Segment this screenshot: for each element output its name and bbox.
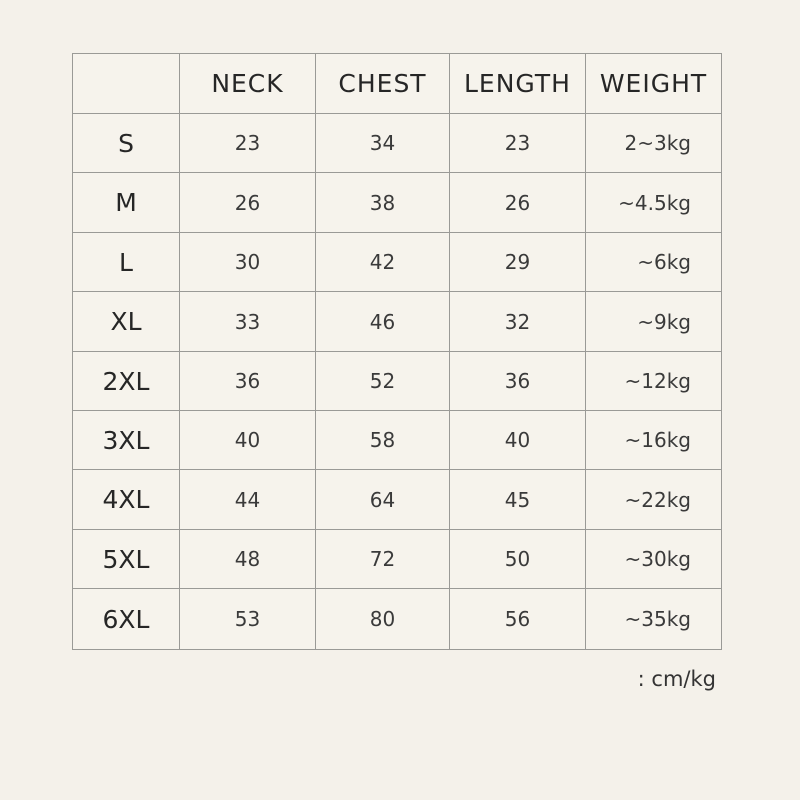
length-value: 26 <box>450 173 586 233</box>
length-value: 56 <box>450 589 586 650</box>
chest-value: 38 <box>316 173 450 233</box>
length-value: 50 <box>450 530 586 589</box>
table-row <box>73 530 722 589</box>
neck-value: 48 <box>180 530 316 589</box>
chest-value: 58 <box>316 411 450 470</box>
size-label: XL <box>73 292 180 352</box>
size-label: 4XL <box>73 470 180 530</box>
size-label: S <box>73 114 180 173</box>
chest-value: 64 <box>316 470 450 530</box>
unit-note: : cm/kg <box>637 667 716 691</box>
header-row <box>73 54 722 114</box>
table-row <box>73 470 722 530</box>
weight-value: 2~3kg <box>586 114 722 173</box>
length-value: 32 <box>450 292 586 352</box>
length-value: 40 <box>450 411 586 470</box>
header-empty-cell <box>73 54 180 114</box>
table-row <box>73 173 722 233</box>
size-chart-table <box>72 53 722 650</box>
table-row <box>73 292 722 352</box>
neck-value: 36 <box>180 352 316 411</box>
neck-value: 44 <box>180 470 316 530</box>
size-label: 5XL <box>73 530 180 589</box>
header-chest: CHEST <box>316 54 450 114</box>
length-value: 23 <box>450 114 586 173</box>
chest-value: 72 <box>316 530 450 589</box>
table-row <box>73 352 722 411</box>
header-length: LENGTH <box>450 54 586 114</box>
neck-value: 23 <box>180 114 316 173</box>
chest-value: 34 <box>316 114 450 173</box>
length-value: 45 <box>450 470 586 530</box>
neck-value: 33 <box>180 292 316 352</box>
length-value: 36 <box>450 352 586 411</box>
table-row <box>73 411 722 470</box>
chest-value: 46 <box>316 292 450 352</box>
neck-value: 40 <box>180 411 316 470</box>
size-label: M <box>73 173 180 233</box>
neck-value: 26 <box>180 173 316 233</box>
size-label: L <box>73 233 180 292</box>
size-label: 6XL <box>73 589 180 650</box>
weight-value: ~9kg <box>586 292 722 352</box>
weight-value: ~30kg <box>586 530 722 589</box>
size-label: 2XL <box>73 352 180 411</box>
chest-value: 42 <box>316 233 450 292</box>
weight-value: ~35kg <box>586 589 722 650</box>
weight-value: ~12kg <box>586 352 722 411</box>
table-row <box>73 233 722 292</box>
table-row <box>73 589 722 650</box>
weight-value: ~4.5kg <box>586 173 722 233</box>
header-weight: WEIGHT <box>586 54 722 114</box>
chest-value: 80 <box>316 589 450 650</box>
neck-value: 53 <box>180 589 316 650</box>
table-row <box>73 114 722 173</box>
weight-value: ~16kg <box>586 411 722 470</box>
weight-value: ~6kg <box>586 233 722 292</box>
chest-value: 52 <box>316 352 450 411</box>
size-label: 3XL <box>73 411 180 470</box>
header-neck: NECK <box>180 54 316 114</box>
length-value: 29 <box>450 233 586 292</box>
neck-value: 30 <box>180 233 316 292</box>
weight-value: ~22kg <box>586 470 722 530</box>
